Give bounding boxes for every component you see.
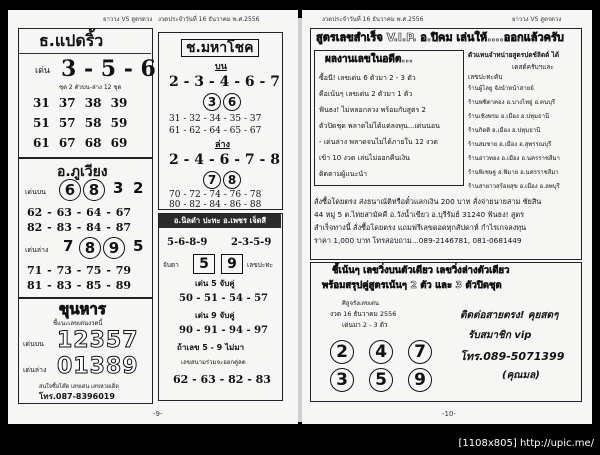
box-b-bottom-circle-1: 8	[79, 237, 101, 259]
box-a-lead-label: เด่น	[35, 66, 51, 76]
digit-banner-line-2: พร้อมสรุปคู่สูตรเน้นๆ 2 ตัว และ 3 ตัวปิดชุด	[322, 280, 502, 291]
box-phu-wiang	[18, 158, 153, 298]
past-results-line-5: - เด่นล่าง พลาดจนไม่ได้ภายใน 12 งวด	[319, 138, 438, 146]
right-header-date: งวดประจำวันที่ 16 ธันวาคม พ.ศ.2556	[322, 16, 424, 23]
box-b-bottom-digit-1: 7	[63, 237, 74, 255]
box-b-title: อ.ภูเวียง	[57, 164, 108, 180]
digit-mid-sub: เด่นมา 2 - 3 ตัว	[342, 321, 388, 329]
box-d-bottom-row-2: 80 - 82 - 84 - 86 - 88	[169, 200, 262, 210]
box-e-square-2: 9	[221, 254, 243, 274]
shop-line-10: ร้านสายาวสร้อยสุข อ.เมือง อ.ลพบุรี	[468, 183, 560, 190]
box-c-note: สนใจซื้อโค๊ด เลขเด่น เลขหวยเด็ด	[39, 384, 119, 390]
address-line-1: สั่งซื้อโดยตรง ส่งธนาณัติหรือตั๋วแลกเงิน 200 บาท สั่งจ่ายนายสาม ชัยสิน	[314, 197, 542, 206]
box-b-bottom-row-2: 81 - 83 - 85 - 89	[27, 279, 132, 292]
box-c-bottom-value: 01389	[57, 354, 139, 379]
shop-line-6: ร้านกิตติ อ.เมือง อ.ปทุมธานี	[468, 127, 541, 134]
box-d-bottom-circle-2: 8	[223, 171, 241, 189]
box-e-right-nums: 2-3-5-9	[231, 237, 272, 248]
address-line-2: 44 หมู่ 5 ต.ไทยสามัคคี อ.วังน้ำเขียว อ.บุรีรัมย์ 31240 ฟันธง! สูตร	[314, 210, 525, 219]
box-a-title: ธ.แปดริ้ว	[39, 31, 104, 50]
box-a-row-2: 51 57 58 59	[33, 116, 128, 130]
box-d-top-circle-2: 6	[223, 93, 241, 111]
box-a-sub: ชุด 2 ตัวบน-ล่าง 12 ชุด	[59, 84, 122, 91]
box-c-phone: โทร.087-8396019	[39, 392, 115, 401]
box-d-bottom-row-1: 70 - 72 - 74 - 76 - 78	[169, 190, 262, 200]
box-nin-dam-vs-phet	[158, 213, 283, 401]
contact-line-1: ติดต่อสายตรง! คุยสดๆ	[460, 310, 559, 321]
right-page-number: -10-	[442, 410, 456, 418]
past-results-box	[314, 50, 464, 186]
box-d-top-circle-1: 3	[203, 93, 221, 111]
box-maha-chok	[158, 32, 283, 210]
box-c-title: ขุนหาร	[59, 300, 106, 318]
box-a-lead-value: 3 - 5 - 6	[61, 56, 156, 82]
box-b-top-digit-4: 2	[133, 179, 144, 197]
box-b-bottom-digit-4: 5	[133, 237, 144, 255]
box-e-line-1: เด่น 5 จับคู่	[195, 279, 235, 288]
box-khun-han	[18, 298, 153, 404]
left-page-number: -9-	[153, 410, 163, 418]
digit-circle-7: 7	[408, 340, 432, 364]
contact-line-2: รับสมาชิก vip	[468, 330, 532, 341]
box-b-top-row-2: 82 - 83 - 84 - 87	[27, 221, 132, 234]
box-d-top-row-2: 61 - 62 - 64 - 65 - 67	[169, 126, 262, 136]
box-d-bottom-label: ล่าง	[215, 140, 230, 150]
past-results-line-4: ตัวปิดชุด พลาดไม่ได้แต่ลงทุน...เด่นนอน	[319, 122, 440, 130]
box-b-top-row-1: 62 - 63 - 64 - 67	[27, 206, 132, 219]
digit-mid-title: ศิลูจรังเลขเด่น	[342, 300, 380, 307]
shops-title: ตัวแทนจำหน่ายสูตรปตช์ลิตต์ ได้	[468, 51, 560, 59]
shop-line-1: เดสต์ครับฯและ	[512, 63, 554, 71]
box-b-bottom-label: เด่นล่าง	[25, 246, 49, 254]
box-e-header: อ.นิลดำ ปะทะ อ.เพชร เจ็ดสี	[159, 214, 281, 228]
shop-line-2: เลขปะทะคับ	[468, 73, 503, 81]
right-header-suffix: ยาววง VS สูตรดวง	[512, 16, 562, 23]
box-e-line-6: เลขสนามร่วมจะออกคู่ลด	[181, 359, 246, 366]
box-d-bottom-line: 2 - 4 - 6 - 7 - 8	[169, 152, 280, 168]
digit-circle-5: 5	[369, 368, 393, 392]
box-b-top-circle-1: 6	[59, 179, 81, 201]
box-b-bottom-circle-2: 9	[103, 237, 125, 259]
shop-line-7: ร้านสมชาย อ.เมือง อ.สุพรรณบุรี	[468, 141, 552, 148]
footer-caption: [1108x805] http://upic.me/	[458, 438, 594, 449]
past-results-line-1: ซื้อนี! เลขเด่น 6 ตัวมา 2 - 3 ตัว	[319, 74, 416, 82]
digit-circle-9: 9	[408, 368, 432, 392]
box-e-line-7: 62 - 63 - 82 - 83	[173, 373, 271, 386]
box-c-bottom-label: เด่นล่าง	[23, 366, 47, 374]
digit-banner-line-1: ชี้เน้นๆ เลขวิ่งบนตัวเดียว เลขวิ่งล่างตัวเดียว	[332, 265, 510, 276]
box-b-top-label: เด่นบน	[25, 188, 46, 196]
left-header-prefix: ยาววง VS สูตรดวง	[103, 16, 153, 23]
digit-circle-2: 2	[330, 340, 354, 364]
digit-circle-3: 3	[330, 368, 354, 392]
left-page	[8, 10, 298, 424]
box-e-left-nums: 5-6-8-9	[167, 237, 208, 248]
shop-line-5: ร้านเชิงพรม อ.เมือง อ.ปทุมธานี	[468, 113, 550, 120]
shop-line-4: ร้านพชิตาคอง อ.บางไทยู่ อ.คนบุรี	[468, 99, 556, 106]
box-c-top-value: 12357	[57, 328, 139, 353]
box-e-line-3: เด่น 9 จับคู่	[195, 311, 235, 320]
address-line-4: ราคา 1,000 บาท โทรสอบถาม...089-2146781, 081-0681449	[314, 236, 522, 245]
box-d-top-row-1: 31 - 32 - 34 - 35 - 37	[169, 114, 262, 124]
shop-line-3: ร้านผู้ไลยู จังนำหน้าสายย์	[468, 85, 534, 92]
box-e-line-5: ถ้าเลข 5 - 9 ไม่มา	[177, 343, 245, 352]
box-c-top-label: เด่นบน	[23, 340, 44, 348]
box-e-right-label: เลขปะทะ	[247, 261, 274, 269]
box-e-square-1: 5	[193, 254, 215, 274]
box-paed-riw	[18, 28, 156, 158]
digit-circle-4: 4	[369, 340, 393, 364]
past-results-line-2: คือเน้นๆ เลขเด่น 2 ตัวมา 1 ตัว	[319, 90, 413, 98]
box-b-top-circle-2: 8	[83, 179, 105, 201]
right-page	[302, 10, 592, 424]
box-d-top-label: บน	[215, 62, 227, 72]
past-results-line-3: ฟันธง! ไม่หลอกลวง พร้อมกับสูตร 2	[319, 106, 426, 114]
shop-line-9: ร้านพิเชษฐ อ.พิมาย อ.นครราชสีมา	[468, 169, 559, 176]
box-b-bottom-row-1: 71 - 73 - 75 - 79	[27, 264, 132, 277]
past-results-line-6: เข้า 10 งวด เล่นไม่ออกคืนเงิน	[319, 154, 410, 162]
box-e-line-2: 50 - 51 - 54 - 57	[179, 293, 269, 304]
box-e-bottom-label: จับตา	[163, 261, 179, 269]
address-line-3: สำเร็จทางนี้ สั่งซื้อโดยตรง แถมฟรีเลขดอดทุกสัปดาห์ กำไรเกจลงทุน	[314, 223, 527, 232]
shop-line-8: ร้านอ่าวทอง อ.เมือง อ.นครราชสีมา	[468, 155, 560, 162]
box-b-top-digit-3: 3	[113, 179, 124, 197]
vip-banner: สูตรเลขสำเร็จ V.I.P. อ.ปิคม เล่นให้....ออกแล้วครับ	[316, 31, 564, 44]
contact-phone: โทร.089-5071399	[460, 350, 565, 363]
left-header-date: งวดประจำวันที่ 16 ธันวาคม พ.ศ.2556	[158, 16, 260, 23]
box-d-bottom-circle-1: 7	[203, 171, 221, 189]
box-a-row-1: 31 37 38 39	[33, 96, 128, 110]
box-c-sub: ชี้แนะเลขเด่นงวดนี้	[53, 320, 103, 327]
contact-name: (คุณมล)	[502, 370, 540, 381]
box-d-title: ช.มหาโชค	[181, 39, 259, 57]
box-a-row-3: 61 67 68 69	[33, 136, 128, 150]
box-d-top-line: 2 - 3 - 4 - 6 - 7	[169, 74, 280, 90]
past-results-line-7: ติดตามผู้แนะนำ	[319, 170, 368, 178]
box-e-line-4: 90 - 91 - 94 - 97	[179, 325, 269, 336]
past-results-title: ผลงานเลขในอดีต...	[325, 54, 413, 65]
digit-mid-date: งวด 16 ธันวาคม 2556	[330, 310, 397, 318]
